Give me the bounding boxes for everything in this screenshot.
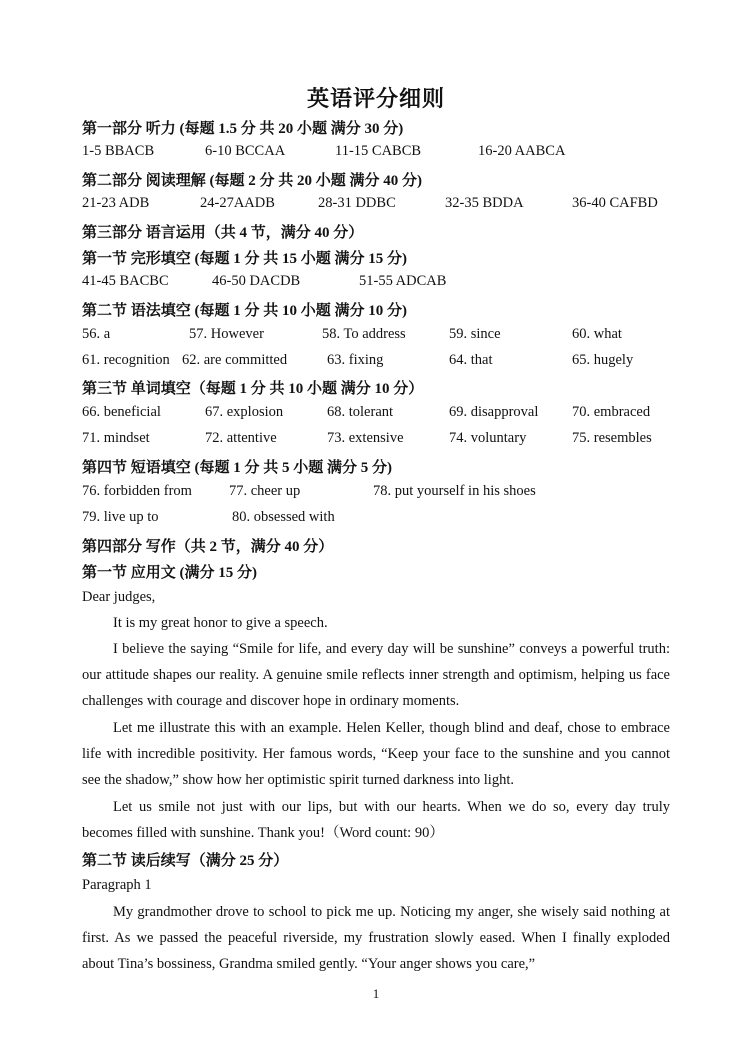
part4-section1-heading: 第一节 应用文 (满分 15 分) (82, 565, 257, 581)
answer-item: 67. explosion (205, 404, 284, 420)
answer-item: 71. mindset (82, 430, 150, 446)
letter-salutation: Dear judges, (82, 589, 156, 605)
answer-group: 51-55 ADCAB (359, 273, 447, 289)
answer-item: 66. beneficial (82, 404, 161, 420)
answer-group: 36-40 CAFBD (572, 195, 658, 211)
part3-heading: 第三部分 语言运用（共 4 节，满分 40 分） (82, 225, 364, 241)
word-answers-row1 (82, 404, 682, 424)
answer-item: 74. voluntary (449, 430, 527, 446)
answer-group: 6-10 BCCAA (205, 143, 286, 159)
answer-item: 61. recognition (82, 352, 170, 368)
answer-group: 41-45 BACBC (82, 273, 169, 289)
paragraph-label: Paragraph 1 (82, 877, 152, 893)
part4-heading: 第四部分 写作（共 2 节，满分 40 分） (82, 539, 334, 555)
answer-item: 64. that (449, 352, 493, 368)
answer-item: 68. tolerant (327, 404, 394, 420)
answer-item: 63. fixing (327, 352, 384, 368)
phrase-answers-row1 (82, 483, 682, 503)
grammar-answers-row1 (82, 326, 682, 346)
part1-heading: 第一部分 听力 (每题 1.5 分 共 20 小题 满分 30 分) (82, 121, 404, 137)
answer-item: 69. disapproval (449, 404, 539, 420)
answer-item: 77. cheer up (229, 483, 301, 499)
answer-item: 58. To address (322, 326, 406, 342)
answer-item: 65. hugely (572, 352, 634, 368)
letter-paragraph: Let us smile not just with our lips, but with our hearts. When we do so, every day truly becomes filled with sunshine. Thank you!（Word count: 90） (82, 799, 670, 841)
part2-answers (82, 195, 682, 215)
phrase-answers-row2 (82, 509, 682, 529)
part3-section3-heading: 第三节 单词填空（每题 1 分 共 10 小题 满分 10 分） (82, 381, 424, 397)
answer-item: 62. are committed (182, 352, 288, 368)
letter-paragraph: Let me illustrate this with an example. Helen Keller, though blind and deaf, chose to embrace life with incredible positivity. Her famous words, “Keep your face to the sunshine and you cannot see the shadow,” show how her optimistic spirit turned darkness into light. (82, 720, 670, 788)
answer-group: 21-23 ADB (82, 195, 150, 211)
letter-paragraph: It is my great honor to give a speech. (113, 615, 328, 631)
answer-item: 76. forbidden from (82, 483, 192, 499)
cloze-answers (82, 273, 682, 293)
part2-heading: 第二部分 阅读理解 (每题 2 分 共 20 小题 满分 40 分) (82, 173, 422, 189)
answer-item: 73. extensive (327, 430, 404, 446)
part1-answers (82, 143, 682, 163)
answer-item: 75. resembles (572, 430, 652, 446)
part3-section1-heading: 第一节 完形填空 (每题 1 分 共 15 小题 满分 15 分) (82, 251, 407, 267)
part3-section2-heading: 第二节 语法填空 (每题 1 分 共 10 小题 满分 10 分) (82, 303, 407, 319)
continuation-paragraph: My grandmother drove to school to pick me up. Noticing my anger, she wisely said nothing at first. As we passed the peaceful riverside, my frustration slowly eased. When I finally exploded about Tina’s bossiness, Grandma smiled gently. “Your anger shows you care,” (82, 904, 670, 972)
answer-group: 32-35 BDDA (445, 195, 524, 211)
answer-item: 56. a (82, 326, 111, 342)
answer-group: 11-15 CABCB (335, 143, 422, 159)
page-number: 1 (372, 986, 380, 1001)
answer-item: 79. live up to (82, 509, 159, 525)
answer-item: 80. obsessed with (232, 509, 335, 525)
answer-item: 70. embraced (572, 404, 651, 420)
answer-item: 57. However (189, 326, 264, 342)
page-title: 英语评分细则 (306, 86, 445, 111)
answer-item: 78. put yourself in his shoes (373, 483, 536, 499)
grammar-answers-row2 (82, 352, 682, 372)
answer-item: 59. since (449, 326, 501, 342)
part4-section2-heading: 第二节 读后续写（满分 25 分） (82, 853, 289, 869)
part3-section4-heading: 第四节 短语填空 (每题 1 分 共 5 小题 满分 5 分) (82, 460, 392, 476)
letter-paragraph: I believe the saying “Smile for life, and every day will be sunshine” conveys a powerful truth: our attitude shapes our reality. A genuine smile reflects inner strength and optimism, helping us face challenges with courage and discover hope in ordinary moments. (82, 641, 670, 709)
answer-group: 24-27AADB (200, 195, 275, 211)
answer-group: 28-31 DDBC (318, 195, 396, 211)
answer-item: 72. attentive (205, 430, 277, 446)
answer-group: 1-5 BBACB (82, 143, 155, 159)
answer-item: 60. what (572, 326, 622, 342)
answer-group: 16-20 AABCA (478, 143, 566, 159)
answer-group: 46-50 DACDB (212, 273, 301, 289)
word-answers-row2 (82, 430, 682, 450)
